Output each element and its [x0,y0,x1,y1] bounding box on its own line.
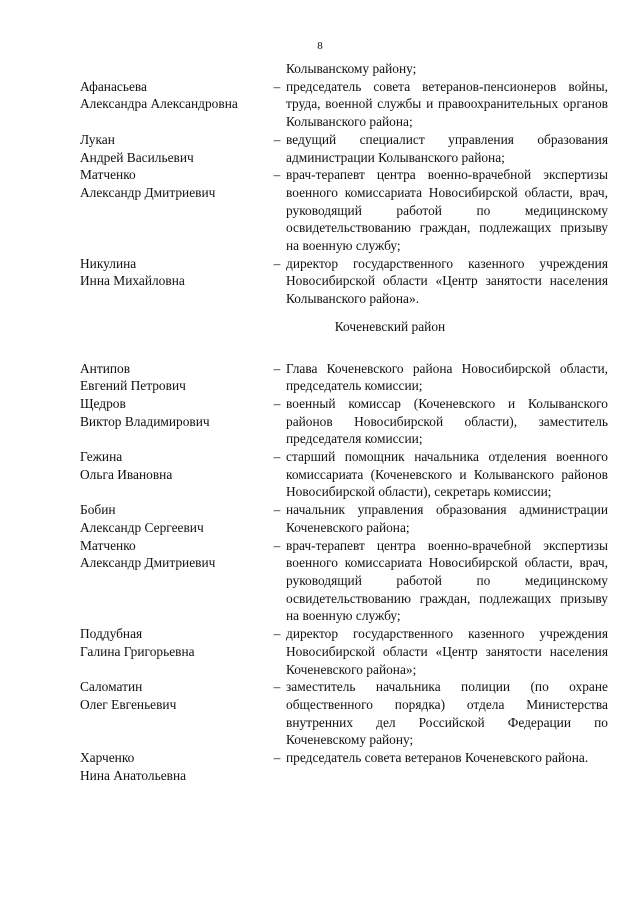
dash: – [273,449,281,465]
member-given-names: Евгений Петрович [80,378,186,394]
member-given-names: Виктор Владимирович [80,413,210,429]
member-name [80,678,268,749]
member-name [80,625,268,678]
member-given-names: Ольга Ивановна [80,466,173,482]
member-name [80,501,268,536]
member-name [80,749,268,784]
dash: – [273,679,281,695]
member-role: председатель совета ветеранов-пенсионеров войны, труда, военной службы и правоохранительных органов Колыванского района; [286,78,608,130]
continuation-line: Колыванскому району; [286,61,417,76]
member-surname: Антипов [80,360,131,376]
member-surname: Матченко [80,167,136,183]
member-given-names: Нина Анатольевна [80,767,187,783]
member-entry [80,131,610,166]
member-surname: Никулина [80,255,137,271]
member-role: врач-терапевт центра военно-врачебной экспертизы военного комиссариата Новосибирской области, врач, руководящий работой по медицинскому освидетельствованию граждан, подлежащих призыву на военную службу; [286,537,608,624]
member-name [80,395,268,448]
member-entry [80,625,610,678]
member-entry [80,749,610,784]
member-entry [80,501,610,536]
member-name [80,537,268,626]
member-role: ведущий специалист управления образования администрации Колыванского района; [286,131,608,165]
member-name [80,255,268,308]
member-name [80,131,268,166]
kolyvan-list [80,78,610,308]
member-given-names: Галина Григорьевна [80,643,195,659]
member-entry [80,78,610,131]
dash: – [273,626,281,642]
member-given-names: Александр Дмитриевич [80,555,216,571]
member-given-names: Инна Михайловна [80,273,185,289]
member-entry [80,395,610,448]
section-title: Коченевский район [334,318,446,334]
document-body [80,60,610,784]
member-surname: Щедров [80,395,126,411]
member-role: врач-терапевт центра военно-врачебной экспертизы военного комиссариата Новосибирской области, врач, руководящий работой по медицинскому освидетельствованию граждан, подлежащих призыву на военную службу; [286,167,608,254]
member-name [80,360,268,395]
dash: – [273,255,281,271]
member-name [80,166,268,255]
member-given-names: Александра Александровна [80,96,238,112]
dash: – [273,78,281,94]
member-entry [80,166,610,255]
member-surname: Матченко [80,537,136,553]
member-given-names: Александр Дмитриевич [80,184,216,200]
member-role: военный комиссар (Коченевского и Колыванского районов Новосибирской области), заместитель председателя комиссии; [286,395,608,447]
dash: – [273,167,281,183]
member-role: старший помощник начальника отделения военного комиссариата (Коченевского и Колыванского районов Новосибирской области), секретарь комиссии; [286,449,608,500]
member-surname: Бобин [80,502,116,518]
member-role: директор государственного казенного учреждения Новосибирской области «Центр занятости населения Колыванского района». [286,255,608,307]
member-role: директор государственного казенного учреждения Новосибирской области «Центр занятости населения Коченевского района»; [286,626,608,677]
member-given-names: Олег Евгеньевич [80,696,177,712]
dash: – [273,537,281,553]
member-surname: Саломатин [80,679,143,695]
dash: – [273,502,281,518]
member-role: председатель совета ветеранов Коченевского района. [286,750,589,766]
dash: – [273,360,281,376]
member-name [80,448,268,501]
member-entry [80,255,610,308]
member-surname: Харченко [80,750,135,766]
dash: – [273,131,281,147]
member-given-names: Андрей Васильевич [80,149,194,165]
dash: – [273,395,281,411]
member-surname: Гежина [80,449,123,465]
page-number: 8 [317,40,323,52]
member-entry [80,537,610,626]
dash: – [273,750,281,766]
kochenevo-list [80,360,610,785]
member-entry [80,448,610,501]
member-entry [80,360,610,395]
member-surname: Поддубная [80,626,143,642]
member-role: Глава Коченевского района Новосибирской области, председатель комиссии; [286,360,608,394]
member-given-names: Александр Сергеевич [80,519,204,535]
member-role: начальник управления образования администрации Коченевского района; [286,502,608,535]
member-name [80,78,268,131]
member-role: заместитель начальника полиции (по охране общественного порядка) отдела Министерства внутренних дел Российской Федерации по Коченевскому району; [286,679,608,748]
member-surname: Лукан [80,131,115,147]
member-surname: Афанасьева [80,78,147,94]
member-entry [80,678,610,749]
